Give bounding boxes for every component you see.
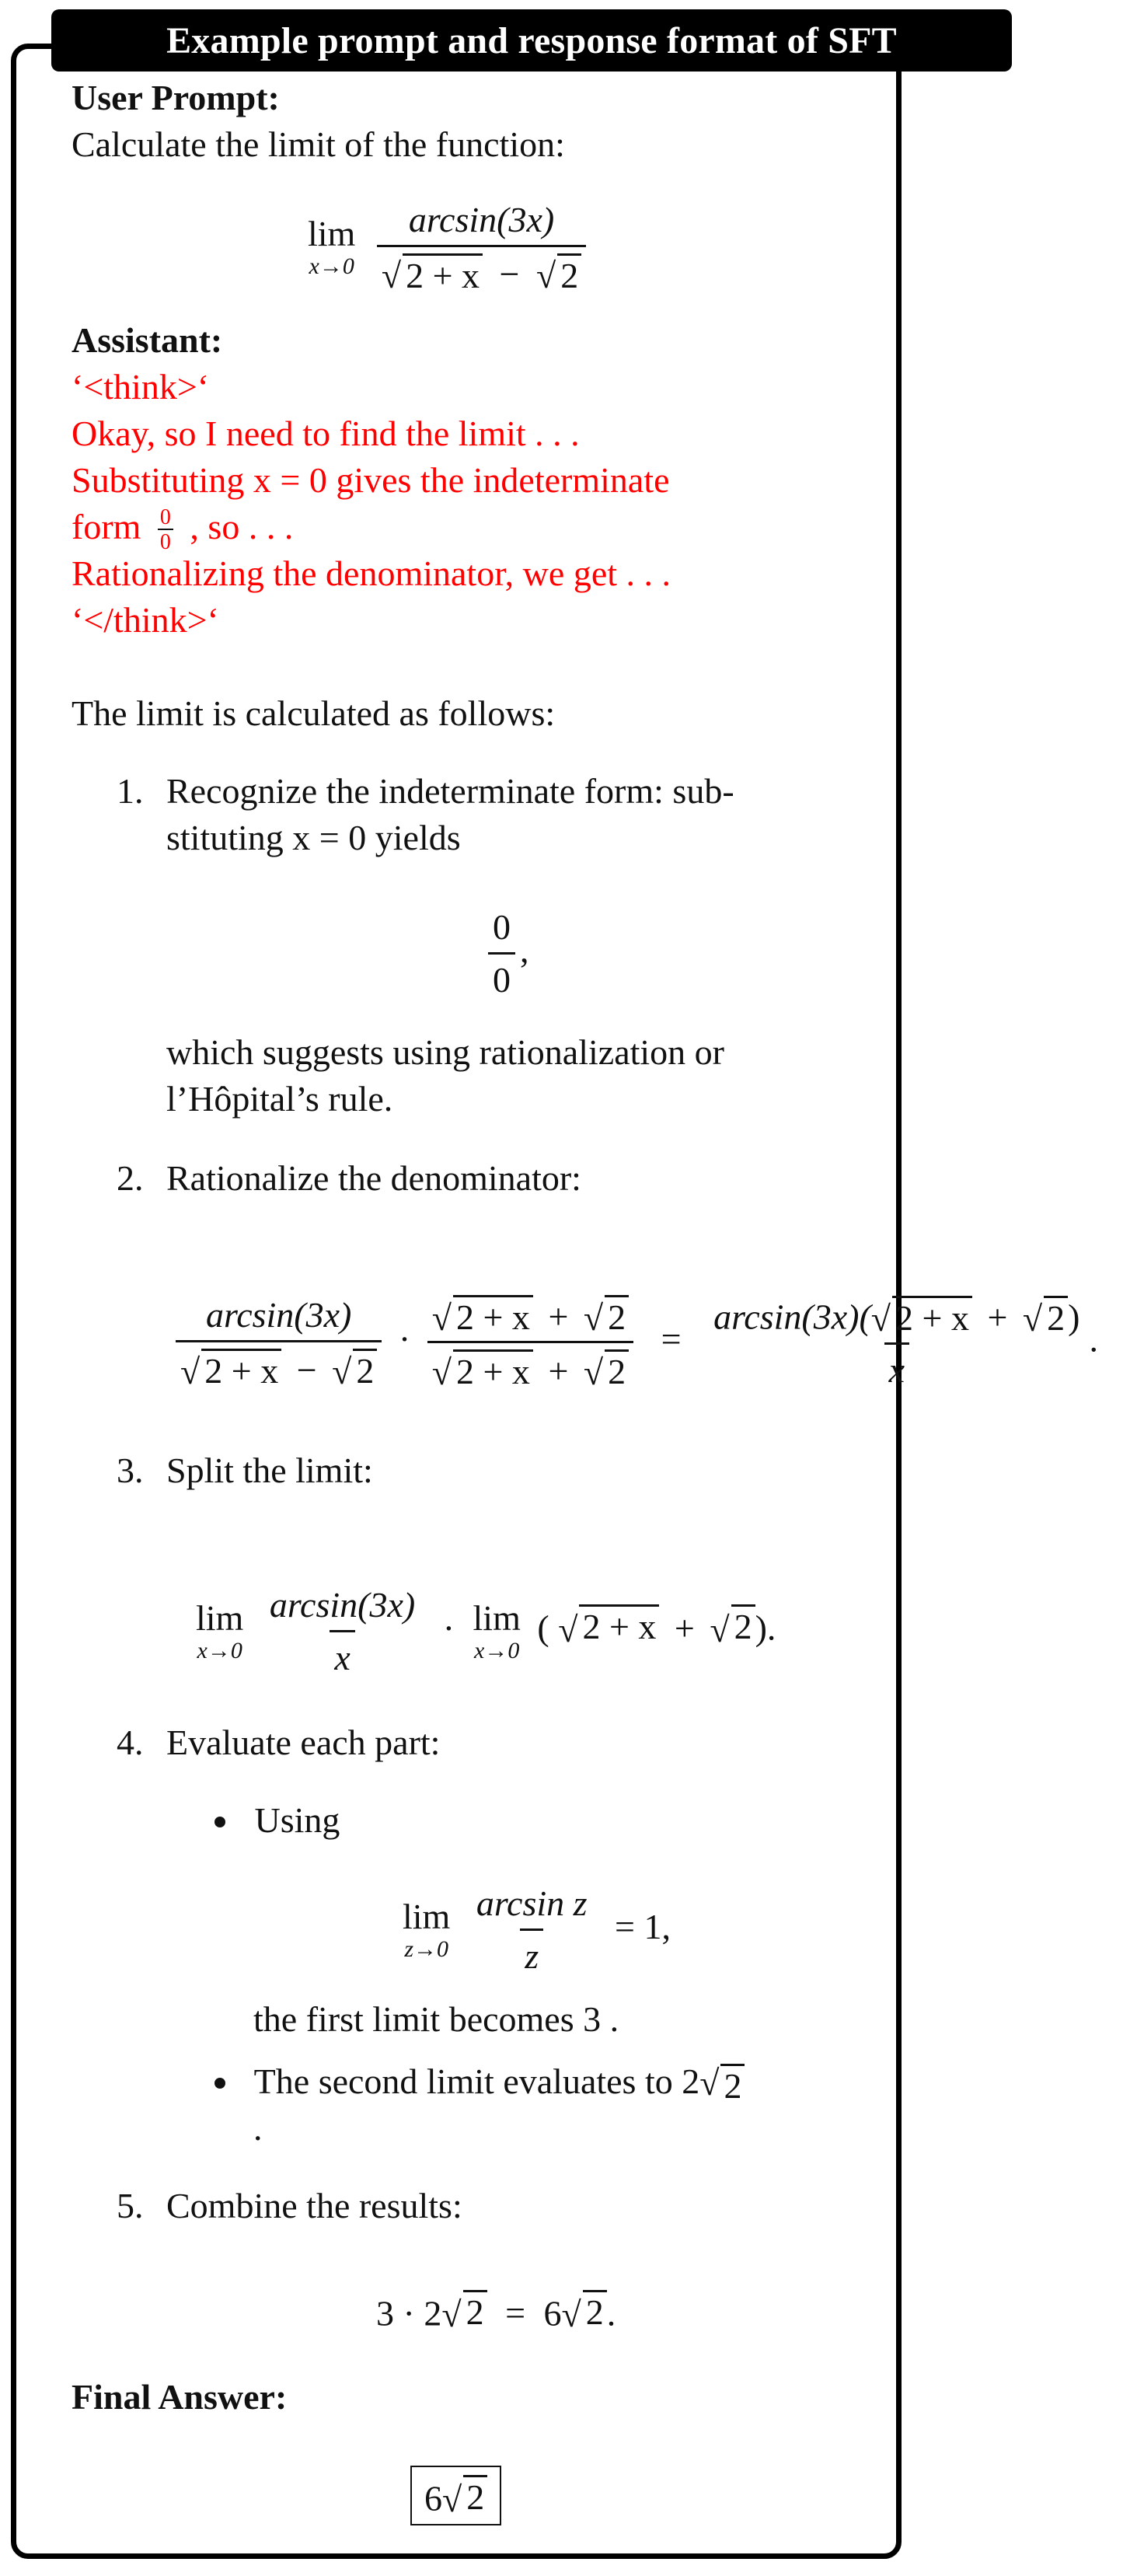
final-answer-box (410, 2466, 501, 2525)
step-1-text-a: Recognize the indeterminate form: sub- (166, 771, 734, 811)
bullet-1-dot (214, 1817, 225, 1827)
solution-intro: The limit is calculated as follows: (72, 693, 556, 733)
bullet-1-text-b: the first limit becomes 3 . (253, 1999, 619, 2039)
middle-fraction: √ 2 + x + √ 2 √ 2 + x + √ 2 (427, 1295, 633, 1391)
bullet-1 (214, 1797, 340, 1844)
step-2-number: 2. (117, 1158, 144, 1198)
step-1-fraction (483, 908, 529, 1000)
think-open: ‘<think>‘ (72, 367, 210, 407)
step-1-number: 1. (117, 771, 144, 811)
zero-over-zero: $\frac{0}{0}$ (488, 908, 515, 1000)
bullet-1-text-a: Using (254, 1800, 340, 1840)
assistant-line-1: Okay, so I need to find the limit . . . (72, 414, 580, 453)
step-1-text-d: l’Hôpital’s rule. (166, 1079, 393, 1119)
limit-denominator: √ 2 + x − √ 2 (377, 245, 586, 295)
user-prompt-text: Calculate the limit of the function: (72, 124, 565, 164)
limit-fraction (377, 201, 586, 295)
user-prompt-label: User Prompt: (72, 78, 280, 117)
step-4-text: Evaluate each part: (166, 1723, 441, 1762)
assistant-line-3-suffix: , so . . . (190, 507, 294, 546)
title-text: Example prompt and response format of SFT (166, 19, 897, 61)
bullet-2-text-b: . (253, 2108, 263, 2148)
assistant-label: Assistant: (72, 320, 223, 360)
right-fraction: arcsin(3x)( √ 2 + x + √ 2 ) x (713, 1297, 1080, 1390)
assistant-line-2: Substituting x = 0 gives the indeterminate (72, 460, 670, 500)
step-1-comma: , (520, 930, 529, 970)
sqrt-2: √ 2 (536, 253, 581, 295)
step-2-text: Rationalize the denominator: (166, 1158, 581, 1198)
boxed-answer: 6 √ 2 (410, 2466, 501, 2525)
sqrt-2-plus-x: √ 2 + x (382, 253, 483, 295)
final-answer-label: Final Answer: (72, 2377, 288, 2417)
step-2-equation: arcsin(3x) √ 2 + x − √ 2 · √ 2 + x + √ 2 √ 2 + x + √ 2 = arcsin(3x)( √ 2 + x + √ 2 ) x . (171, 1295, 1098, 1391)
step-3-equation: lim x→0 $\frac{\arcsin(3x)}{x}$ · lim x→0 ( √ 2 + x + √ 2 ). (196, 1585, 776, 1677)
limit-subscript: x→0 (309, 253, 354, 280)
title-tab (51, 9, 1012, 72)
assistant-inline-fraction: $\frac{0}{0}$ (158, 507, 173, 553)
bullet-2-dot (214, 2078, 225, 2089)
step-1-text-c: which suggests using rationalization or (166, 1032, 724, 1072)
step-4-number: 4. (117, 1723, 144, 1762)
left-fraction: arcsin(3x) √ 2 + x − √ 2 (176, 1296, 382, 1390)
bullet-1-equation: lim z→0 $\frac{\text{arcsin z}}{z}$ = 1, (403, 1883, 671, 1976)
think-close: ‘</think>‘ (72, 600, 219, 640)
bullet-2-text-a: The second limit evaluates to 2 (253, 2061, 700, 2101)
limit-numerator: arcsin(3x) (408, 200, 555, 239)
step-3-number: 3. (117, 1450, 144, 1490)
limit-operator (308, 216, 355, 278)
bullet-2 (214, 2058, 745, 2105)
assistant-line-3 (72, 504, 293, 553)
step-5-equation: 3 · 2 √ 2 = 6 √ 2 . (376, 2290, 616, 2331)
limit-word: lim (308, 214, 356, 254)
bullet-2-sqrt: √ 2 (699, 2058, 745, 2105)
user-prompt-limit (308, 201, 591, 295)
step-5-text: Combine the results: (166, 2186, 462, 2225)
step-3-text: Split the limit: (166, 1450, 373, 1490)
step-5-number: 5. (117, 2186, 144, 2225)
assistant-line-3-prefix: form (72, 507, 141, 546)
assistant-line-4: Rationalizing the denominator, we get . . . (72, 553, 671, 593)
step-1-text-b: stituting x = 0 yields (166, 818, 461, 857)
